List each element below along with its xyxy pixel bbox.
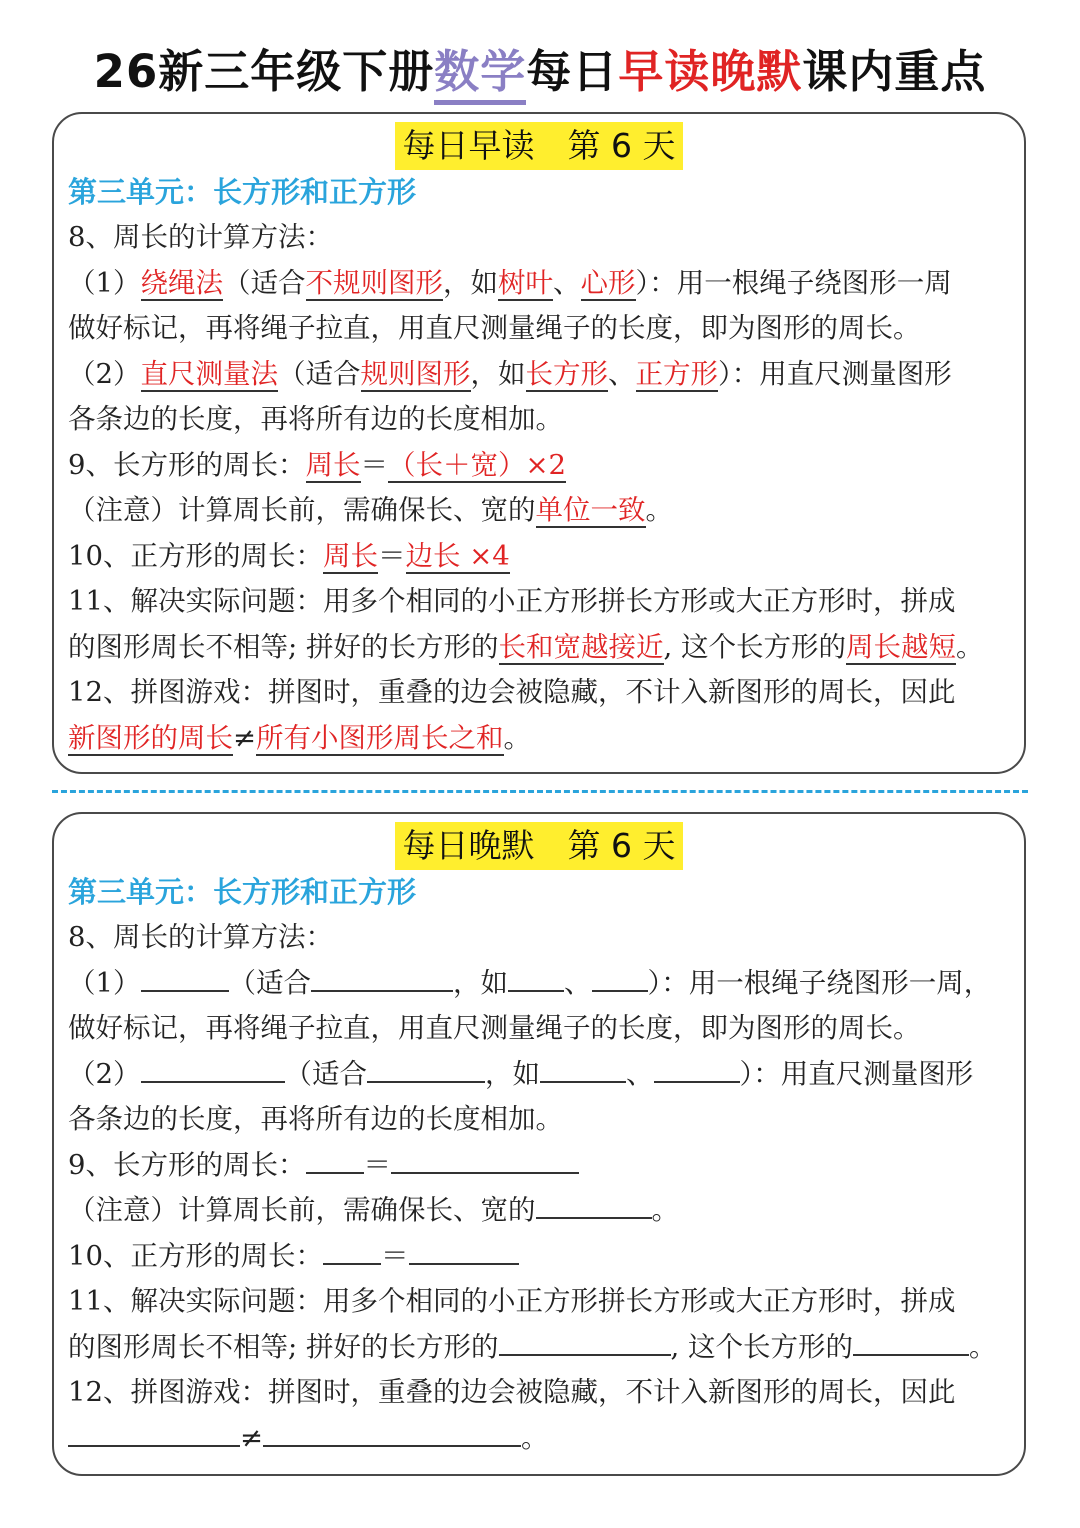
blank-field[interactable] xyxy=(536,1189,652,1219)
dashed-divider xyxy=(52,790,1028,793)
title-highlight: 早读晚默 xyxy=(618,45,803,98)
answer-rect-formula: （长＋宽）×2 xyxy=(388,448,567,481)
morning-line-1: 8、周长的计算方法： xyxy=(68,221,333,253)
answer-square-formula: 边长 ×4 xyxy=(405,539,510,572)
evening-line-6: 9、长方形的周长： ＝ xyxy=(68,1143,1010,1189)
blank-field[interactable] xyxy=(654,1053,740,1083)
blank-field[interactable] xyxy=(508,962,564,992)
blank-field[interactable] xyxy=(141,962,229,992)
evening-line-12: ≠ 。 xyxy=(68,1416,1010,1462)
answer-new-perimeter: 新图形的周长 xyxy=(68,721,233,754)
answer-rectangle: 长方形 xyxy=(525,357,608,390)
blank-field[interactable] xyxy=(592,962,648,992)
evening-line-1: 8、周长的计算方法： xyxy=(68,921,333,953)
title-daily: 每日 xyxy=(526,45,619,98)
morning-line-12: 新图形的周长≠所有小图形周长之和。 xyxy=(68,721,532,754)
morning-line-9: 11、解决实际问题：用多个相同的小正方形拼长方形或大正方形时，拼成 xyxy=(68,585,956,617)
morning-line-6: 9、长方形的周长：周长＝（长＋宽）×2 xyxy=(68,448,567,481)
title-subject: 数学 xyxy=(434,45,526,105)
title-grade: 26新三年级下册 xyxy=(93,45,435,98)
morning-line-7: （注意）计算周长前，需确保长、宽的单位一致。 xyxy=(68,494,673,526)
answer-closer-sides: 长和宽越接近 xyxy=(498,630,664,663)
morning-line-4: （2）直尺测量法（适合规则图形，如长方形、正方形）：用直尺测量图形 xyxy=(68,357,952,390)
blank-field[interactable] xyxy=(311,962,453,992)
morning-header: 每日早读 第 6 天 xyxy=(395,122,684,170)
evening-line-4: （2） （适合 ，如 、 ）：用直尺测量图形 xyxy=(68,1052,1010,1098)
answer-same-unit: 单位一致 xyxy=(535,494,646,526)
morning-line-5: 各条边的长度，再将所有边的长度相加。 xyxy=(68,403,563,435)
evening-line-10: 的图形周长不相等; 拼好的长方形的 , 这个长方形的 。 xyxy=(68,1325,1010,1371)
answer-square: 正方形 xyxy=(635,357,718,390)
morning-line-2: （1）绕绳法（适合不规则图形，如树叶、心形）：用一根绳子绕图形一周 xyxy=(68,266,952,299)
title-suffix: 课内重点 xyxy=(802,45,987,98)
evening-line-11: 12、拼图游戏：拼图时，重叠的边会被隐藏，不计入新图形的周长，因此 xyxy=(68,1376,956,1408)
evening-line-2: （1） （适合 ，如 、 ）：用一根绳子绕图形一周， xyxy=(68,961,1010,1007)
blank-field[interactable] xyxy=(323,1235,381,1265)
morning-reading-card xyxy=(52,112,1026,774)
blank-field[interactable] xyxy=(391,1144,579,1174)
morning-line-10: 的图形周长不相等; 拼好的长方形的长和宽越接近, 这个长方形的周长越短。 xyxy=(68,630,984,663)
blank-field[interactable] xyxy=(68,1417,240,1447)
evening-line-5: 各条边的长度，再将所有边的长度相加。 xyxy=(68,1103,563,1135)
answer-heart: 心形 xyxy=(580,266,636,299)
blank-field[interactable] xyxy=(367,1053,485,1083)
answer-ruler-method: 直尺测量法 xyxy=(140,357,278,390)
morning-line-11: 12、拼图游戏：拼图时，重叠的边会被隐藏，不计入新图形的周长，因此 xyxy=(68,676,956,708)
blank-field[interactable] xyxy=(306,1144,364,1174)
morning-line-3: 做好标记，再将绳子拉直，用直尺测量绳子的长度，即为图形的周长。 xyxy=(68,312,921,344)
evening-line-3: 做好标记，再将绳子拉直，用直尺测量绳子的长度，即为图形的周长。 xyxy=(68,1012,921,1044)
evening-line-9: 11、解决实际问题：用多个相同的小正方形拼长方形或大正方形时，拼成 xyxy=(68,1285,956,1317)
blank-field[interactable] xyxy=(141,1053,285,1083)
evening-unit-title: 第三单元：长方形和正方形 xyxy=(68,875,417,909)
evening-dictation-card xyxy=(52,812,1026,1476)
page-title xyxy=(0,40,1080,104)
blank-field[interactable] xyxy=(409,1235,519,1265)
blank-field[interactable] xyxy=(499,1326,671,1356)
blank-field[interactable] xyxy=(853,1326,969,1356)
evening-line-7: （注意）计算周长前，需确保长、宽的 。 xyxy=(68,1188,1010,1234)
answer-perimeter: 周长 xyxy=(305,448,361,481)
blank-field[interactable] xyxy=(263,1417,521,1447)
evening-line-8: 10、正方形的周长： ＝ xyxy=(68,1234,1010,1280)
morning-unit-title: 第三单元：长方形和正方形 xyxy=(68,175,417,209)
answer-leaf: 树叶 xyxy=(498,266,553,299)
morning-line-8: 10、正方形的周长：周长＝边长 ×4 xyxy=(68,539,510,572)
answer-sum-of-perimeters: 所有小图形周长之和 xyxy=(256,721,504,754)
blank-field[interactable] xyxy=(540,1053,626,1083)
answer-shorter-perimeter: 周长越短 xyxy=(846,630,956,663)
evening-header: 每日晚默 第 6 天 xyxy=(395,822,684,870)
answer-irregular-shape: 不规则图形 xyxy=(305,266,443,299)
answer-regular-shape: 规则图形 xyxy=(360,357,471,390)
answer-rope-method: 绕绳法 xyxy=(140,266,223,299)
answer-square-perimeter: 周长 xyxy=(323,539,378,572)
